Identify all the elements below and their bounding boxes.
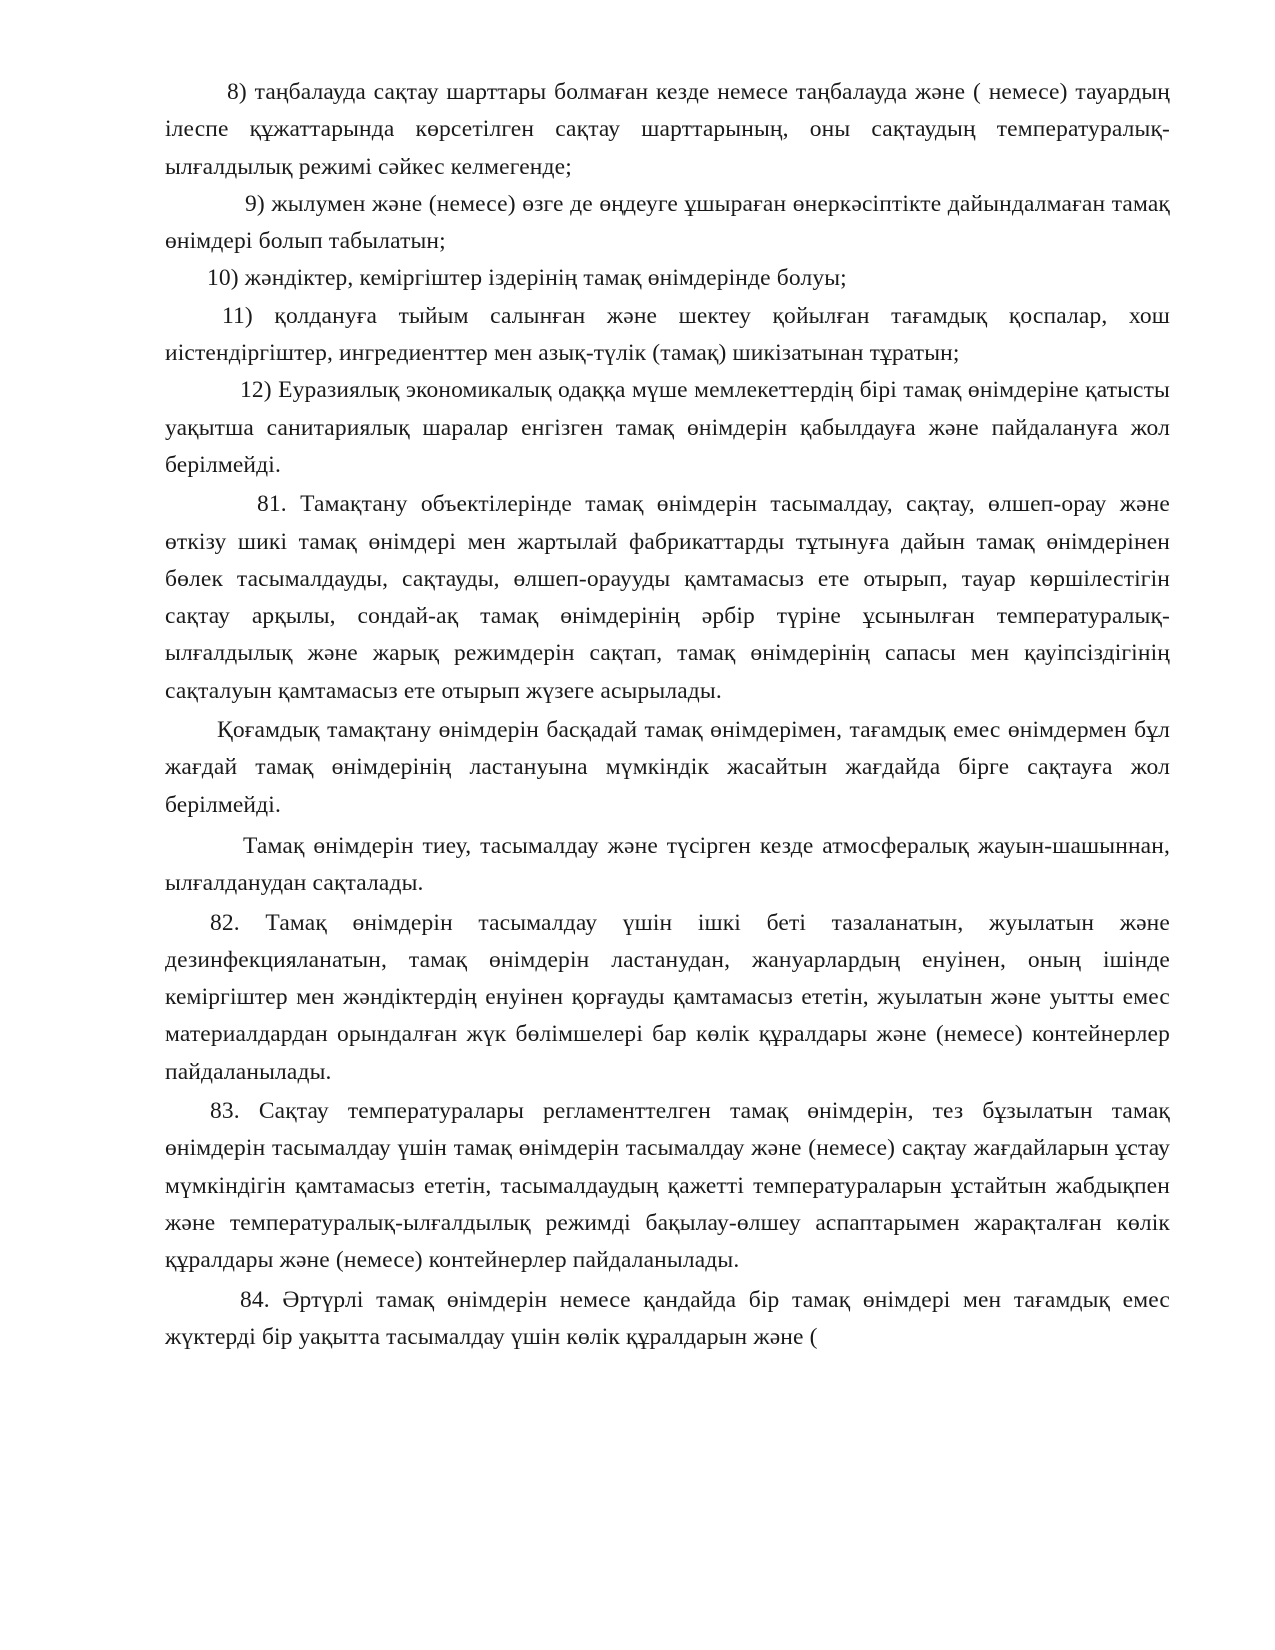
- paragraph-81: 81. Тамақтану объектілерінде тамақ өнімдерін тасымалдау, сақтау, өлшеп-орау және өткізу шикі тамақ өнімдері мен жартылай фабрикаттарды тұтынуға дайын тамақ өнімдерінен бөлек тасымалдауды, сақтауды, өлшеп-ораууды қамтамасыз ете отырып, тауар көршілестігін сақтау арқылы, сондай-ақ тамақ өнімдерінің әрбір түріне ұсынылған температуралық-ылғалдылық және жарық режимдерін сақтап, тамақ өнімдерінің сапасы мен қауіпсіздігінің сақталуын қамтамасыз ете отырып жүзеге асырылады.: [165, 491, 1170, 704]
- paragraph-84: 84. Әртүрлі тамақ өнімдерін немесе қандайда бір тамақ өнімдері мен тағамдық емес жүктерді бір уақытта тасымалдау үшін көлік құралдарын және (: [165, 1286, 1170, 1350]
- paragraph-item-10: 10) жәндіктер, кеміргіштер іздерінің тамақ өнімдерінде болуы;: [207, 265, 847, 292]
- paragraph-82: 82. Тамақ өнімдерін тасымалдау үшін ішкі беті тазаланатын, жуылатын және дезинфекцияланатын, тамақ өнімдерін ластанудан, жануарлардың енуінен, оның ішінде кеміргіштер мен жәндіктердің енуінен қорғауды қамтамасыз ететін, жуылатын және уытты емес материалдардан орындалған жүк бөлімшелері бар көлік құралдары және (немесе) контейнерлер пайдаланылады.: [165, 909, 1170, 1085]
- paragraph-81-loading: Тамақ өнімдерін тиеу, тасымалдау және түсірген кезде атмосфералық жауын-шашыннан, ылғалданудан сақталады.: [165, 832, 1170, 897]
- paragraph-81-public-catering: Қоғамдық тамақтану өнімдерін басқадай тамақ өнімдерімен, тағамдық емес өнімдермен бұл жағдай тамақ өнімдерінің ластануына мүмкіндік жасайтын жағдайда бірге сақтауға жол берілмейді.: [165, 717, 1170, 818]
- paragraph-item-9: 9) жылумен және (немесе) өзге де өңдеуге ұшыраған өнеркәсіптікте дайындалмаған тамақ өнімдері болып табылатын;: [165, 190, 1170, 255]
- paragraph-item-11: 11) қолдануға тыйым салынған және шектеу қойылған тағамдық қоспалар, хош иістендіргіштер, ингредиенттер мен азық-түлік (тамақ) шикізатынан тұратын;: [165, 302, 1170, 367]
- paragraph-83: 83. Сақтау температуралары регламенттелген тамақ өнімдерін, тез бұзылатын тамақ өнімдерін тасымалдау үшін тамақ өнімдерін тасымалдау және (немесе) сақтау жағдайларын ұстау мүмкіндігін қамтамасыз ететін, тасымалдаудың қажетті температураларын ұстайтын жабдықпен және температуралық-ылғалдылық режимді бақылау-өлшеу аспаптарымен жарақталған көлік құралдары және (немесе) контейнерлер пайдаланылады.: [165, 1098, 1170, 1274]
- paragraph-item-8: 8) таңбалауда сақтау шарттары болмаған кезде немесе таңбалауда және ( немесе) тауардың ілеспе құжаттарында көрсетілген сақтау шарттарының, оны сақтаудың температуралық-ылғалдылық режимі сәйкес келмегенде;: [165, 79, 1170, 180]
- paragraph-item-12: 12) Еуразиялық экономикалық одаққа мүше мемлекеттердің бірі тамақ өнімдеріне қатысты уақытша санитариялық шаралар енгізген тамақ өнімдерін қабылдауға және пайдалануға жол берілмейді.: [165, 377, 1170, 478]
- document-body: [165, 74, 1170, 1356]
